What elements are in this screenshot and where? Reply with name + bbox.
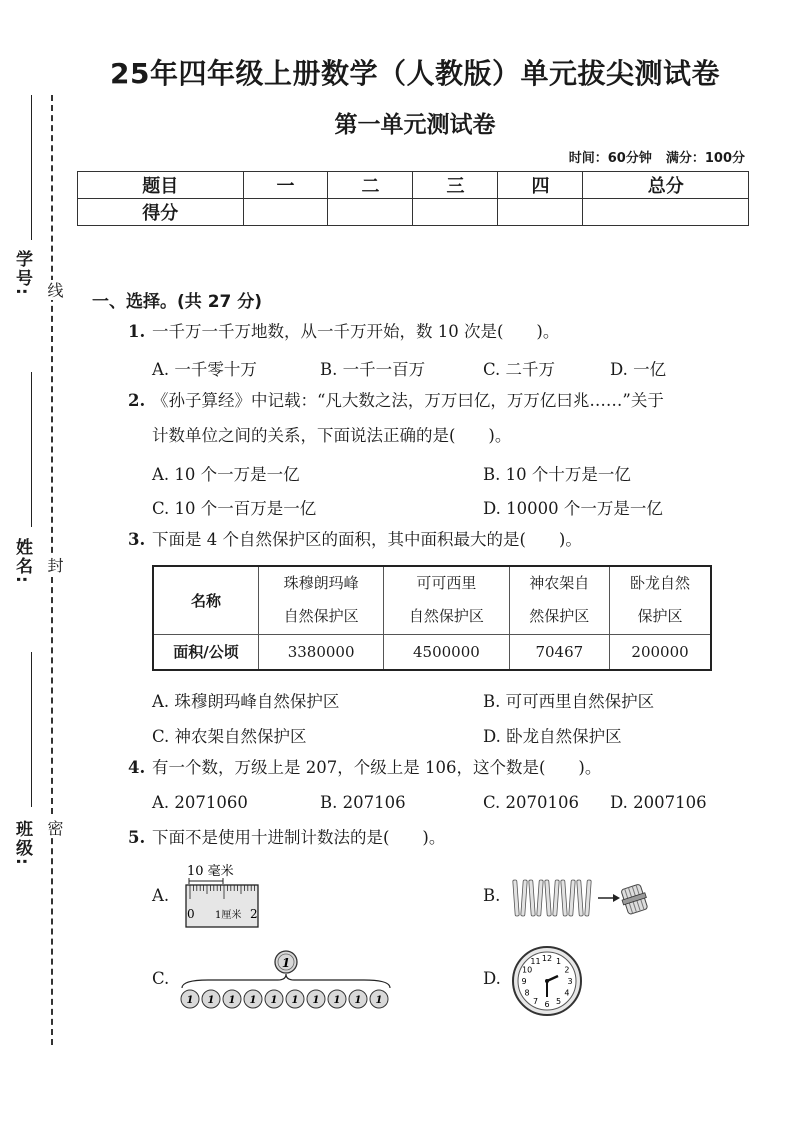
q5-sticks-bundle-figure[interactable] <box>510 872 650 926</box>
ruler-caption: 10 毫米 <box>187 864 234 879</box>
clock-number: 7 <box>532 996 539 1006</box>
small-coin-label: 1 <box>207 995 215 1006</box>
question-number: 5. <box>128 828 146 847</box>
q1-option-a[interactable]: A. 一千零十万 <box>152 360 257 379</box>
name-label: 姓名: <box>12 538 32 585</box>
cut-mark-secret: 密 <box>45 820 64 836</box>
reserve-name-cell: 神农架自 然保护区 <box>509 566 610 634</box>
question-text: 下面是 4 个自然保护区的面积，其中面积最大的是( )。 <box>152 530 582 549</box>
ruler-mark-0: 0 <box>187 907 195 921</box>
small-coin-label: 1 <box>333 995 341 1006</box>
small-coin-label: 1 <box>270 995 278 1006</box>
score-cell: 题目 <box>78 172 244 199</box>
q5-ruler-figure[interactable] <box>185 860 265 936</box>
stick <box>537 880 544 916</box>
stick <box>553 880 560 916</box>
clock-number: 3 <box>567 977 573 986</box>
q5-coins-figure[interactable] <box>178 948 398 1014</box>
score-entry-cell[interactable] <box>243 199 328 226</box>
name-header: 名称 <box>153 566 259 634</box>
reserve-name-cell: 珠穆朗玛峰 自然保护区 <box>259 566 384 634</box>
score-cell: 四 <box>498 172 583 199</box>
question-4 <box>128 758 601 778</box>
clock-number: 12 <box>541 954 553 963</box>
clock-number: 2 <box>564 965 570 975</box>
stick <box>521 880 528 916</box>
small-coin-label: 1 <box>375 995 383 1006</box>
cut-mark-line: 线 <box>45 282 64 298</box>
reserve-area-cell: 200000 <box>610 634 711 670</box>
clock-number: 6 <box>544 1000 550 1009</box>
small-coins <box>181 990 388 1008</box>
q2-option-d[interactable]: D. 10000 个一万是一亿 <box>483 499 663 518</box>
section-title: 一、选择。(共 27 分) <box>92 292 263 312</box>
q4-option-a[interactable]: A. 2071060 <box>152 793 248 812</box>
q2-option-c[interactable]: C. 10 个一百万是一亿 <box>152 499 317 518</box>
clock-number: 10 <box>522 965 533 975</box>
exam-time: 时间：60分钟 <box>568 151 652 166</box>
score-cell: 一 <box>243 172 328 199</box>
page-title: 25年四年级上册数学（人教版）单元拔尖测试卷 <box>110 57 720 90</box>
class-label: 班级: <box>12 820 32 867</box>
small-coin-label: 1 <box>228 995 236 1006</box>
clock-number: 9 <box>521 977 527 986</box>
question-2 <box>128 391 664 411</box>
area-header: 面积/公顷 <box>153 634 259 670</box>
q4-option-d[interactable]: D. 2007106 <box>610 793 707 812</box>
q5-option-b-letter[interactable]: B. <box>483 886 501 905</box>
score-table-header-row <box>78 172 749 199</box>
stick <box>513 880 520 916</box>
q1-option-c[interactable]: C. 二千万 <box>483 360 556 379</box>
reserve-name-cell: 卧龙自然 保护区 <box>610 566 711 634</box>
score-cell: 三 <box>413 172 498 199</box>
small-coin-label: 1 <box>291 995 299 1006</box>
clock-number: 8 <box>524 988 530 998</box>
reserve-name-row <box>153 566 711 634</box>
reserve-area-row <box>153 634 711 670</box>
clock-number: 1 <box>555 957 562 967</box>
small-coin-label: 1 <box>249 995 257 1006</box>
score-entry-cell[interactable] <box>498 199 583 226</box>
question-text: 《孙子算经》中记载：“凡大数之法，万万曰亿，万万亿曰兆……”关于 <box>152 391 664 410</box>
stick <box>545 880 552 916</box>
score-entry-cell[interactable] <box>328 199 413 226</box>
q5-clock-figure[interactable] <box>510 944 584 1022</box>
ruler-mark-2: 2 <box>250 907 258 921</box>
score-cell: 得分 <box>78 199 244 226</box>
exam-full-score: 满分：100分 <box>665 151 745 166</box>
stick <box>529 880 536 916</box>
question-5 <box>128 828 445 848</box>
question-number: 1. <box>128 322 146 341</box>
clock-number: 4 <box>564 988 570 998</box>
page-subtitle: 第一单元测试卷 <box>334 112 496 138</box>
stick <box>569 880 576 916</box>
q3-option-d[interactable]: D. 卧龙自然保护区 <box>483 727 622 746</box>
reserve-area-cell: 3380000 <box>259 634 384 670</box>
question-text: 下面不是使用十进制计数法的是( )。 <box>152 828 446 847</box>
stick <box>585 880 592 916</box>
score-cell: 总分 <box>583 172 749 199</box>
name-blank <box>31 372 32 527</box>
question-number: 4. <box>128 758 146 777</box>
reserve-name-cell: 可可西里 自然保护区 <box>384 566 509 634</box>
score-table-score-row <box>78 199 749 226</box>
q2-option-a[interactable]: A. 10 个一万是一亿 <box>152 465 300 484</box>
q2-option-b[interactable]: B. 10 个十万是一亿 <box>483 465 631 484</box>
clock-number: 11 <box>530 957 541 967</box>
stick <box>561 880 568 916</box>
score-entry-cell[interactable] <box>583 199 749 226</box>
q3-option-c[interactable]: C. 神农架自然保护区 <box>152 727 307 746</box>
score-table <box>77 171 749 226</box>
q3-option-b[interactable]: B. 可可西里自然保护区 <box>483 692 655 711</box>
exam-meta <box>569 147 745 166</box>
score-entry-cell[interactable] <box>413 199 498 226</box>
reserve-area-cell: 70467 <box>509 634 610 670</box>
reserve-area-table <box>152 565 712 671</box>
small-coin-label: 1 <box>354 995 362 1006</box>
question-text: 一千万一千万地数，从一千万开始，数 10 次是( )。 <box>152 322 560 341</box>
question-text: 有一个数，万级上是 207，个级上是 106，这个数是( )。 <box>152 758 602 777</box>
big-coin-label: 1 <box>281 956 291 970</box>
question-2-line2: 计数单位之间的关系，下面说法正确的是( )。 <box>152 426 512 445</box>
q5-option-d-letter[interactable]: D. <box>483 969 501 988</box>
class-blank <box>31 652 32 807</box>
score-cell: 二 <box>328 172 413 199</box>
q1-option-b[interactable]: B. 一千一百万 <box>320 360 426 379</box>
small-coin-label: 1 <box>312 995 320 1006</box>
ruler-mark-1: 1厘米 <box>215 910 242 921</box>
student-id-label: 学号: <box>12 250 32 297</box>
q4-option-b[interactable]: B. 207106 <box>320 793 406 812</box>
clock-number: 5 <box>555 996 562 1006</box>
small-coin-label: 1 <box>186 995 194 1006</box>
cut-mark-seal: 封 <box>45 557 64 573</box>
question-1 <box>128 322 559 342</box>
q4-option-c[interactable]: C. 2070106 <box>483 793 580 812</box>
question-number: 3. <box>128 530 146 549</box>
question-3 <box>128 530 582 550</box>
stick <box>577 880 584 916</box>
q1-option-d[interactable]: D. 一亿 <box>610 360 667 379</box>
q5-option-c-letter[interactable]: C. <box>152 969 170 988</box>
reserve-area-cell: 4500000 <box>384 634 509 670</box>
q5-option-a-letter[interactable]: A. <box>152 886 170 905</box>
q3-option-a[interactable]: A. 珠穆朗玛峰自然保护区 <box>152 692 340 711</box>
loose-sticks <box>513 880 592 916</box>
question-number: 2. <box>128 391 146 410</box>
